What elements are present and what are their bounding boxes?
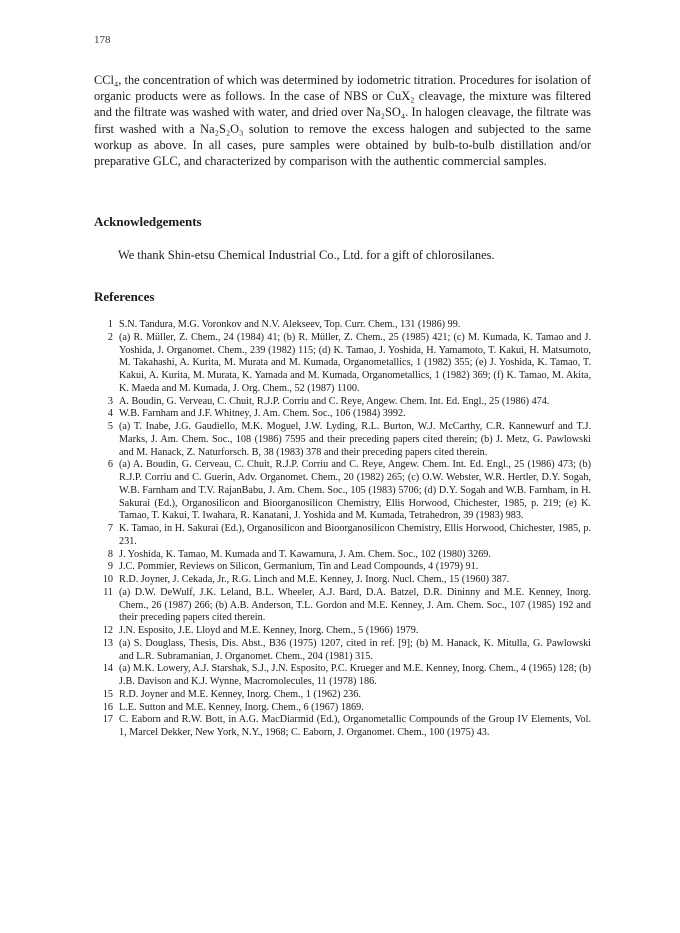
reference-item: [94, 625, 591, 638]
reference-item: [94, 421, 591, 459]
reference-number: 11: [103, 586, 113, 598]
reference-text: (a) M.K. Lowery, A.J. Starshak, S.J., J.N. Esposito, P.C. Krueger and M.E. Kenney, Inorg. Chem., 4 (1965) 128; (b) J.B. Davison and K.J. Wynne, Macromolecules, 11 (1978) 186.: [119, 663, 591, 687]
reference-number: 10: [102, 574, 113, 585]
reference-number: 5: [107, 421, 113, 432]
reference-text: (a) T. Inabe, J.G. Gaudiello, M.K. Moguel, J.W. Lyding, R.L. Burton, W.J. McCarthy, C.R. Kannewurf and T.J. Marks, J. Am. Chem. Soc., 108 (1986) 7595 and their preceding papers cited therein; (b) J. Metz, G. Pawlowski and M. Hanack, Z. Naturforsch. B, 38 (1983) 378 and their preceding papers cited therein.: [119, 421, 591, 458]
reference-item: [94, 638, 591, 664]
page-number: 178: [94, 34, 111, 46]
reference-item: [94, 714, 591, 740]
reference-text: (a) D.W. DeWulf, J.K. Leland, B.L. Wheeler, A.J. Bard, D.A. Batzel, D.R. Dininny and M.E. Kenney, Inorg. Chem., 26 (1987) 266; (b) A.B. Anderson, T.L. Gordon and M.E. Kenney, J. Am. Chem. Soc., 107 (1985) 192 and their preceding papers cited therein.: [119, 586, 591, 624]
reference-text: (a) A. Boudin, G. Cerveau, C. Chuit, R.J.P. Corriu and C. Reye, Angew. Chem. Int. Ed. Engl., 25 (1986) 473; (b) R.J.P. Corriu and C. Guerin, Adv. Organomet. Chem., 20 (1982) 265; (c) O.W. Webster, W.R. Hertler, D.Y. Sogah, W.B. Farnham and T.V. RajanBabu, J. Am. Chem. Soc., 105 (1983) 5706; (d) D.Y. Sogah and W.B. Farnham, in H. Sakurai (Ed.), Organosilicon and Bioorganosilicon Chemistry, Ellis Horwood, Chichester, 1985, p. 219; (e) K. Tamao, T. Kakui, T. Iwahara, R. Kanatani, J. Yoshida and M. Kumada, Tetrahedron, 39 (1983) 983.: [119, 459, 591, 522]
reference-number: 2: [107, 331, 113, 343]
reference-number: 14: [102, 663, 113, 675]
reference-item: [94, 459, 591, 523]
reference-number: 3: [107, 395, 113, 407]
reference-text: C. Eaborn and R.W. Bott, in A.G. MacDiarmid (Ed.), Organometallic Compounds of the Group IV Elements, Vol. 1, Marcel Dekker, New York, N.Y., 1968; C. Eaborn, J. Organomet. Chem., 100 (1975) 43.: [119, 714, 591, 738]
reference-number: 15: [102, 688, 113, 700]
reference-item: [94, 319, 591, 332]
reference-text: J. Yoshida, K. Tamao, M. Kumada and T. Kawamura, J. Am. Chem. Soc., 102 (1980) 3269.: [119, 548, 491, 560]
reference-item: [94, 587, 591, 625]
reference-item: [94, 396, 591, 409]
reference-item: [94, 689, 591, 702]
reference-text: R.D. Joyner and M.E. Kenney, Inorg. Chem., 1 (1962) 236.: [119, 688, 361, 700]
acknowledgements-text: We thank Shin-etsu Chemical Industrial Co., Ltd. for a gift of chlorosilanes.: [118, 248, 495, 262]
reference-text: S.N. Tandura, M.G. Voronkov and N.V. Alekseev, Top. Curr. Chem., 131 (1986) 99.: [119, 319, 461, 330]
reference-number: 7: [107, 523, 113, 534]
reference-number: 16: [102, 701, 113, 713]
references-heading: References: [94, 289, 155, 304]
reference-item: [94, 549, 591, 562]
reference-item: [94, 574, 591, 587]
reference-number: 9: [107, 561, 113, 573]
reference-number: 13: [102, 637, 113, 649]
reference-item: [94, 561, 591, 574]
reference-item: [94, 702, 591, 715]
reference-text: A. Boudin, G. Verveau, C. Chuit, R.J.P. Corriu and C. Reye, Angew. Chem. Int. Ed. Engl., 25 (1986) 474.: [119, 395, 550, 407]
reference-text: K. Tamao, in H. Sakurai (Ed.), Organosilicon and Bioorganosilicon Chemistry, Ellis Horwood, Chichester, 1985, p. 231.: [119, 523, 591, 547]
reference-number: 12: [102, 625, 113, 636]
reference-item: [94, 663, 591, 689]
experimental-paragraph: CCl₄, the concentration of which was determined by iodometric titration. Procedures for isolation of organic products were as follows. In the case of NBS or CuX₂ cleavage, the mixture was filtered and the filtrate was washed with water, and dried over Na₂SO₄. In halogen cleavage, the filtrate was first washed with a Na₂S₂O₃ solution to remove the excess halogen and subjected to the same workup as above. In all cases, pure samples were obtained by bulb-to-bulb distillation and/or preparative GLC, and characterized by comparison with the authentic commercial samples.: [94, 73, 591, 169]
reference-number: 6: [107, 459, 113, 471]
reference-item: [94, 332, 591, 396]
reference-item: [94, 523, 591, 549]
reference-text: (a) R. Müller, Z. Chem., 24 (1984) 41; (b) R. Müller, Z. Chem., 25 (1985) 421; (c) M. Kumada, K. Tamao and J. Yoshida, J. Organomet. Chem., 239 (1982) 115; (d) K. Tamao, J. Yoshida, H. Yamamoto, T. Kakui, H. Matsumoto, M. Takahashi, A. Kurita, M. Murata and M. Kumada, Organometallics, 1 (1982) 355; (e) J. Yoshida, K. Tamao, T. Kakui, A. Kurita, M. Murata, K. Yamada and M. Kumada, Organometallics, 1 (1982) 369; (f) K. Tamao, M. Akita, K. Maeda and M. Kumada, J. Org. Chem., 52 (1987) 1100.: [119, 331, 591, 394]
reference-text: W.B. Farnham and J.F. Whitney, J. Am. Chem. Soc., 106 (1984) 3992.: [119, 408, 406, 420]
reference-number: 1: [107, 319, 113, 330]
reference-text: J.N. Esposito, J.E. Lloyd and M.E. Kenney, Inorg. Chem., 5 (1966) 1979.: [119, 625, 419, 636]
reference-number: 17: [102, 714, 113, 726]
reference-list: [94, 319, 591, 740]
reference-text: L.E. Sutton and M.E. Kenney, Inorg. Chem., 6 (1967) 1869.: [119, 701, 364, 713]
acknowledgements-heading: Acknowledgements: [94, 214, 202, 229]
reference-text: (a) S. Douglass, Thesis, Dis. Abst., B36 (1975) 1207, cited in ref. [9]; (b) M. Hanack, K. Mitulla, G. Pawlowski and L.R. Subramanian, J. Organomet. Chem., 204 (1981) 315.: [119, 637, 591, 662]
reference-number: 8: [107, 548, 113, 560]
reference-number: 4: [107, 408, 113, 420]
reference-text: J.C. Pommier, Reviews on Silicon, Germanium, Tin and Lead Compounds, 4 (1979) 91.: [119, 561, 479, 573]
reference-text: R.D. Joyner, J. Cekada, Jr., R.G. Linch and M.E. Kenney, J. Inorg. Nucl. Chem., 15 (1960) 387.: [119, 574, 510, 585]
reference-item: [94, 408, 591, 421]
